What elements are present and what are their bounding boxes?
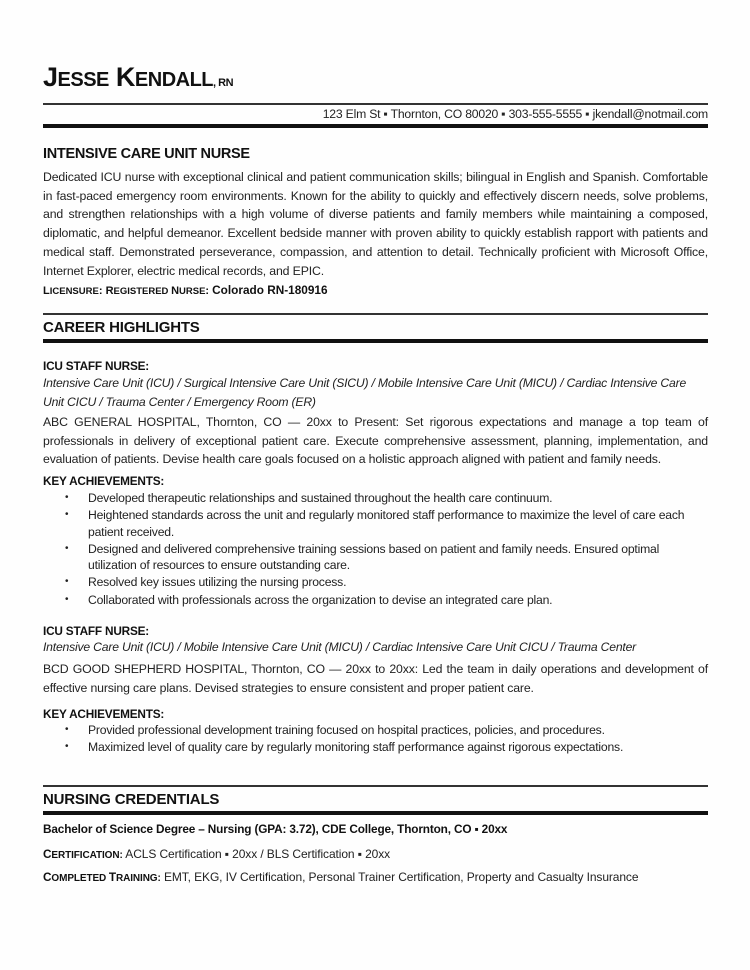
job-2-achievements-list bbox=[43, 722, 708, 756]
achievement-text: Designed and delivered comprehensive training sessions based on patient and family needs. Ensured optimal utilization of resources to ensure outstanding care. bbox=[88, 541, 660, 573]
training-label-initial: C bbox=[43, 870, 52, 884]
professional-title: INTENSIVE CARE UNIT NURSE bbox=[43, 146, 250, 162]
achievement-text: Resolved key issues utilizing the nursing process. bbox=[88, 575, 347, 590]
achievement-item bbox=[43, 541, 708, 574]
contact-line: 123 Elm St ▪ Thornton, CO 80020 ▪ 303-555-5555 ▪ jkendall@notmail.com bbox=[322, 107, 708, 121]
training-label-initial2: T bbox=[108, 870, 116, 884]
bullet-icon: • bbox=[65, 576, 69, 588]
achievement-item bbox=[43, 592, 708, 609]
career-top-rule bbox=[43, 313, 708, 315]
credentials-top-rule bbox=[43, 785, 708, 787]
surname-initial: K bbox=[115, 62, 135, 92]
career-bottom-rule bbox=[43, 339, 708, 343]
bullet-icon: • bbox=[65, 509, 69, 521]
job-1-achievements-list bbox=[43, 490, 708, 609]
registered-rest: EGISTERED bbox=[113, 286, 172, 297]
training-label-rest1: OMPLETED bbox=[51, 873, 109, 884]
credentials-bottom-rule bbox=[43, 811, 708, 815]
achievement-text: Developed therapeutic relationships and sustained throughout the health care continuum. bbox=[88, 491, 553, 505]
bullet-icon: • bbox=[65, 741, 69, 753]
training-label bbox=[43, 870, 161, 884]
job-1-title: ICU STAFF NURSE: bbox=[43, 359, 150, 373]
career-highlights-heading: CAREER HIGHLIGHTS bbox=[43, 319, 200, 336]
job-2-achievements-label: KEY ACHIEVEMENTS: bbox=[43, 707, 165, 721]
certification-value: ACLS Certification ▪ 20xx / BLS Certification ▪ 20xx bbox=[122, 847, 391, 861]
nurse-initial: N bbox=[171, 285, 180, 297]
nursing-credentials-heading: NURSING CREDENTIALS bbox=[43, 791, 220, 808]
job-1-description: ABC GENERAL HOSPITAL, Thornton, CO — 20xx to Present: Set rigorous expectations and manage a top team of professionals in delivery of exceptional patient care. Execute comprehensive assessment, planning, implementation, and evaluation of patients. Devise health care goals focused on a holistic approach aligned with patient and family needs. bbox=[43, 415, 708, 467]
achievement-text: Collaborated with professionals across the organization to devise an integrated care plan. bbox=[88, 592, 553, 607]
certification-label bbox=[43, 847, 123, 861]
achievement-item bbox=[43, 739, 708, 756]
name-rest: ESSE bbox=[57, 69, 109, 91]
job-1-achievements-label: KEY ACHIEVEMENTS: bbox=[43, 474, 165, 488]
training-label-rest2: RAINING: bbox=[115, 873, 161, 884]
header-bottom-rule bbox=[43, 124, 708, 128]
certification-label-rest: ERTIFICATION: bbox=[51, 850, 123, 861]
achievement-item bbox=[43, 490, 708, 507]
licensure-label-initial: L bbox=[43, 285, 50, 297]
education-line: Bachelor of Science Degree – Nursing (GPA: 3.72), CDE College, Thornton, CO ▪ 20xx bbox=[43, 822, 508, 836]
surname-rest: ENDALL bbox=[134, 69, 214, 91]
certification-line bbox=[43, 847, 390, 861]
name-initial: J bbox=[43, 62, 58, 92]
candidate-name bbox=[43, 62, 233, 93]
training-value: EMT, EKG, IV Certification, Personal Trainer Certification, Property and Casualty Insurance bbox=[160, 870, 639, 884]
achievement-text: Maximized level of quality care by regularly monitoring staff performance against rigorous expectations. bbox=[88, 740, 624, 755]
achievement-text: Provided professional development training focused on hospital practices, policies, and procedures. bbox=[88, 723, 605, 737]
bullet-icon: • bbox=[65, 724, 69, 735]
job-2-units: Intensive Care Unit (ICU) / Mobile Intensive Care Unit (MICU) / Cardiac Intensive Care Unit CICU / Trauma Center bbox=[43, 640, 637, 654]
bullet-icon: • bbox=[65, 492, 69, 503]
bullet-icon: • bbox=[65, 542, 69, 554]
achievement-text: Heightened standards across the unit and regularly monitored staff performance to maximize the level of care each patient received. bbox=[88, 508, 685, 539]
training-line bbox=[43, 870, 638, 884]
header-top-rule bbox=[43, 103, 708, 105]
registered-initial: R bbox=[105, 285, 114, 297]
licensure-value: Colorado RN-180916 bbox=[212, 283, 328, 297]
licensure-line: LICENSURE: REGISTERED NURSE: Colorado RN-180916 bbox=[43, 283, 328, 297]
credential-suffix: , RN bbox=[213, 77, 234, 89]
achievement-item bbox=[43, 507, 708, 540]
job-1-units: Intensive Care Unit (ICU) / Surgical Intensive Care Unit (SICU) / Mobile Intensive Care Unit (MICU) / Cardiac Intensive Care Unit CICU / Trauma Center / Emergency Room (ER) bbox=[43, 376, 687, 409]
achievement-item bbox=[43, 574, 708, 591]
job-2-title: ICU STAFF NURSE: bbox=[43, 624, 150, 638]
summary-paragraph: Dedicated ICU nurse with exceptional clinical and patient communication skills; bilingual in English and Spanish. Comfortable in fast-paced emergency room environments. Known for the ability to quickly and effectively discern needs, solve problems, and strengthen relationships with a high volume of diverse patients and family members while maintaining a composed, diplomatic, and helpful demeanor. Excellent bedside manner with proven ability to quickly establish rapport with patients and medical staff. Demonstrated perseverance, compassion, and attention to detail. Technically proficient with Microsoft Office, Internet Explorer, electric medical records, and EPIC. bbox=[43, 170, 708, 278]
achievement-item bbox=[43, 722, 708, 739]
nurse-rest: URSE bbox=[179, 286, 206, 297]
job-2-description: BCD GOOD SHEPHERD HOSPITAL, Thornton, CO — 20xx to 20xx: Led the team in daily operations and development of effective nursing care plans. Devised strategies to ensure consistent and proper patient care. bbox=[43, 662, 708, 695]
licensure-label-rest: ICENSURE bbox=[49, 286, 99, 297]
bullet-icon: • bbox=[65, 593, 69, 605]
certification-label-initial: C bbox=[43, 847, 52, 861]
